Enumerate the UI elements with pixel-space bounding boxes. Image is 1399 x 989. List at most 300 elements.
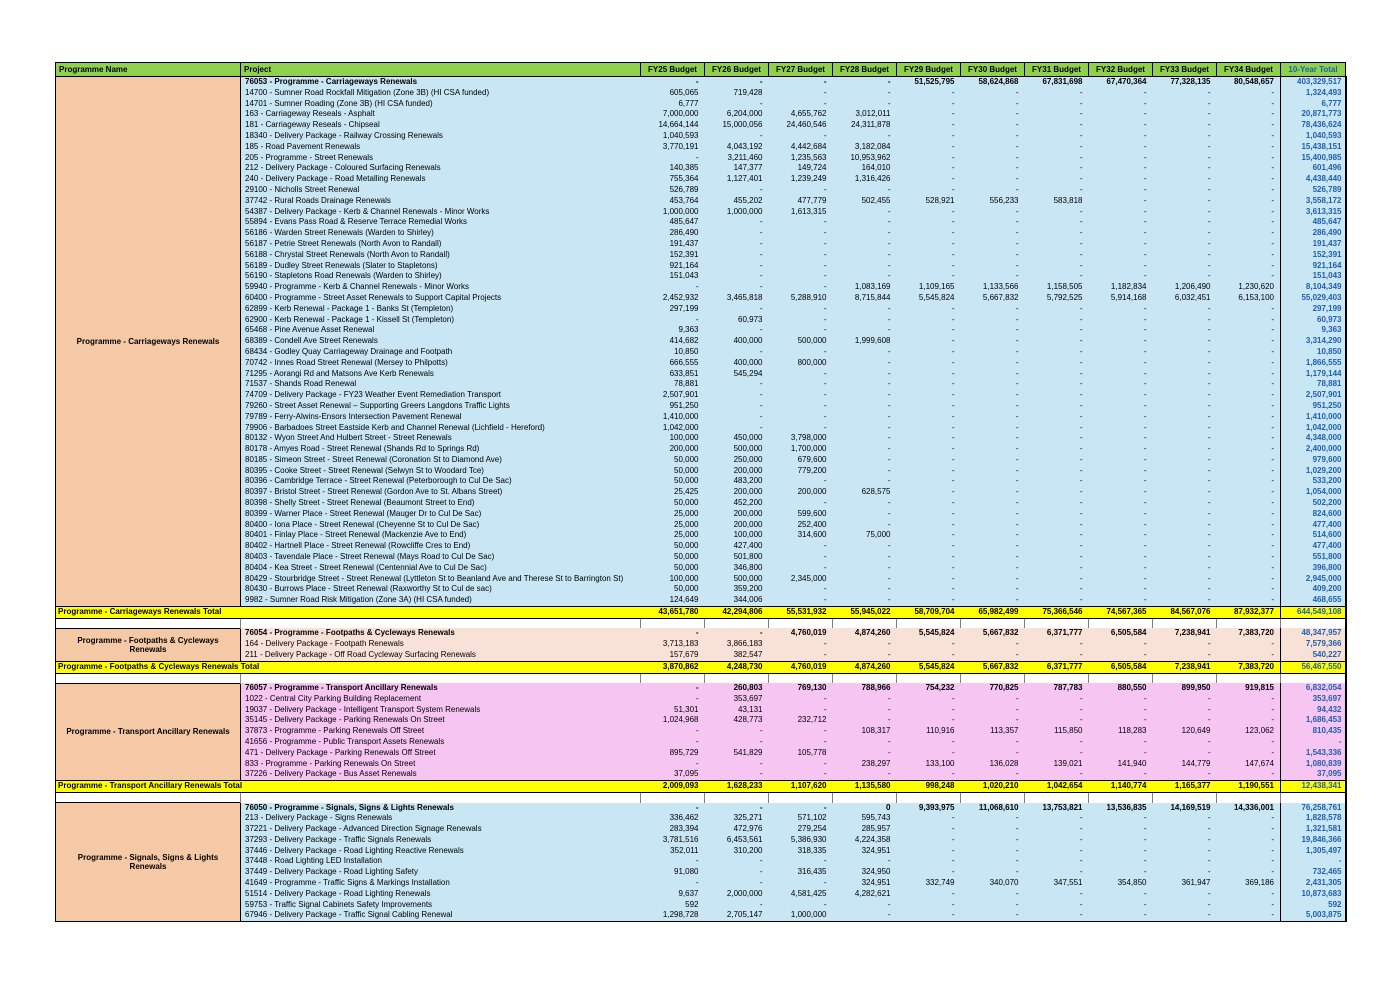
budget-cell[interactable]: - [961, 228, 1025, 239]
budget-cell[interactable]: - [1217, 444, 1281, 455]
budget-cell[interactable]: - [1089, 153, 1153, 164]
budget-cell[interactable]: - [705, 900, 769, 911]
budget-cell[interactable]: 755,364 [641, 174, 705, 185]
budget-cell[interactable]: - [1153, 347, 1217, 358]
project-cell[interactable]: 80430 - Burrows Place - Street Renewal (Raxworthy St to Cul de sac) [241, 584, 641, 595]
ten-year-total-cell[interactable]: 1,305,497 [1281, 846, 1346, 857]
budget-cell[interactable]: 1,000,000 [705, 207, 769, 218]
budget-cell[interactable]: 1,999,608 [833, 336, 897, 347]
budget-cell[interactable]: - [961, 476, 1025, 487]
budget-cell[interactable]: 769,130 [769, 683, 833, 694]
budget-cell[interactable]: - [961, 541, 1025, 552]
budget-cell[interactable]: - [961, 142, 1025, 153]
budget-cell[interactable]: - [1025, 174, 1089, 185]
budget-cell[interactable]: - [769, 878, 833, 889]
budget-cell[interactable]: 118,283 [1089, 726, 1153, 737]
budget-cell[interactable]: - [1153, 336, 1217, 347]
budget-cell[interactable]: - [897, 185, 961, 196]
budget-cell[interactable]: - [1217, 530, 1281, 541]
ten-year-total-cell[interactable]: 396,800 [1281, 563, 1346, 574]
project-cell[interactable]: 68434 - Godley Quay Carriageway Drainage and Footpath [241, 347, 641, 358]
budget-cell[interactable]: - [1025, 769, 1089, 780]
budget-cell[interactable]: - [961, 900, 1025, 911]
budget-cell[interactable]: 477,779 [769, 196, 833, 207]
budget-cell[interactable]: - [769, 77, 833, 88]
project-cell[interactable]: 51514 - Delivery Package - Road Lighting Renewals [241, 889, 641, 900]
budget-cell[interactable]: - [705, 423, 769, 434]
budget-cell[interactable]: - [1153, 99, 1217, 110]
budget-cell[interactable]: - [961, 835, 1025, 846]
budget-cell[interactable]: - [1153, 748, 1217, 759]
ten-year-total-cell[interactable]: 592 [1281, 900, 1346, 911]
budget-cell[interactable]: - [1089, 412, 1153, 423]
budget-cell[interactable]: - [1025, 835, 1089, 846]
budget-cell[interactable]: - [961, 574, 1025, 585]
budget-cell[interactable]: - [961, 390, 1025, 401]
budget-cell[interactable]: 84,567,076 [1153, 607, 1217, 619]
project-cell[interactable]: 76057 - Programme - Transport Ancillary Renewals [241, 683, 641, 694]
budget-cell[interactable]: 25,000 [641, 530, 705, 541]
budget-cell[interactable]: 14,664,144 [641, 120, 705, 131]
project-cell[interactable]: 80398 - Shelly Street - Street Renewal (Beaumont Street to End) [241, 498, 641, 509]
budget-cell[interactable]: - [1089, 88, 1153, 99]
budget-cell[interactable]: - [1153, 476, 1217, 487]
budget-cell[interactable]: 3,798,000 [769, 433, 833, 444]
budget-cell[interactable]: - [1025, 99, 1089, 110]
budget-cell[interactable]: - [897, 423, 961, 434]
empty-cell[interactable] [1025, 793, 1089, 803]
project-cell[interactable]: 76054 - Programme - Footpaths & Cycleways Renewals [241, 628, 641, 639]
budget-cell[interactable]: - [897, 163, 961, 174]
budget-cell[interactable]: 60,973 [705, 315, 769, 326]
budget-cell[interactable]: 679,600 [769, 455, 833, 466]
budget-cell[interactable]: 880,550 [1089, 683, 1153, 694]
budget-cell[interactable]: - [897, 595, 961, 606]
budget-cell[interactable]: - [961, 109, 1025, 120]
budget-cell[interactable]: - [1153, 239, 1217, 250]
budget-cell[interactable]: - [705, 726, 769, 737]
ten-year-total-cell[interactable]: 15,438,151 [1281, 142, 1346, 153]
project-cell[interactable]: 71537 - Shands Road Renewal [241, 379, 641, 390]
budget-cell[interactable]: - [1025, 239, 1089, 250]
budget-cell[interactable]: - [961, 846, 1025, 857]
budget-cell[interactable]: - [961, 261, 1025, 272]
budget-cell[interactable]: 4,874,260 [833, 661, 897, 673]
budget-cell[interactable]: - [897, 856, 961, 867]
budget-cell[interactable]: - [1025, 748, 1089, 759]
budget-cell[interactable]: - [641, 803, 705, 814]
budget-cell[interactable]: - [1153, 315, 1217, 326]
budget-cell[interactable]: - [1025, 120, 1089, 131]
budget-cell[interactable]: - [1089, 650, 1153, 661]
budget-cell[interactable]: - [833, 369, 897, 380]
budget-cell[interactable]: - [1153, 509, 1217, 520]
budget-cell[interactable]: - [769, 726, 833, 737]
budget-cell[interactable]: - [705, 282, 769, 293]
budget-cell[interactable]: - [1153, 737, 1217, 748]
ten-year-total-cell[interactable]: 78,881 [1281, 379, 1346, 390]
empty-cell[interactable] [961, 618, 1025, 628]
budget-cell[interactable]: - [1153, 900, 1217, 911]
budget-cell[interactable]: - [961, 131, 1025, 142]
budget-cell[interactable]: 595,743 [833, 813, 897, 824]
budget-cell[interactable]: 55,945,022 [833, 607, 897, 619]
budget-cell[interactable]: - [1089, 595, 1153, 606]
budget-cell[interactable]: - [897, 552, 961, 563]
programme-name-cell[interactable]: Programme - Carriageways Renewals [56, 77, 241, 607]
budget-cell[interactable]: - [1089, 530, 1153, 541]
budget-cell[interactable]: - [1217, 867, 1281, 878]
budget-cell[interactable]: 453,764 [641, 196, 705, 207]
empty-cell[interactable] [1025, 673, 1089, 683]
budget-cell[interactable]: - [961, 813, 1025, 824]
budget-cell[interactable]: 599,600 [769, 509, 833, 520]
budget-cell[interactable]: - [961, 455, 1025, 466]
empty-cell[interactable] [1153, 673, 1217, 683]
project-cell[interactable]: 29100 - Nicholls Street Renewal [241, 185, 641, 196]
project-cell[interactable]: 76053 - Programme - Carriageways Renewals [241, 77, 641, 88]
budget-cell[interactable]: - [1153, 369, 1217, 380]
budget-cell[interactable]: 200,000 [705, 466, 769, 477]
budget-cell[interactable]: - [1217, 563, 1281, 574]
budget-cell[interactable]: - [769, 217, 833, 228]
budget-cell[interactable]: - [641, 77, 705, 88]
budget-cell[interactable]: - [1217, 639, 1281, 650]
budget-cell[interactable]: - [897, 271, 961, 282]
budget-cell[interactable]: - [961, 694, 1025, 705]
budget-cell[interactable]: - [897, 476, 961, 487]
project-cell[interactable]: 213 - Delivery Package - Signs Renewals [241, 813, 641, 824]
budget-cell[interactable]: 899,950 [1153, 683, 1217, 694]
ten-year-total-cell[interactable]: 1,324,493 [1281, 88, 1346, 99]
budget-cell[interactable]: - [897, 541, 961, 552]
budget-cell[interactable]: - [833, 444, 897, 455]
column-header[interactable]: FY26 Budget [705, 63, 769, 77]
budget-cell[interactable]: - [961, 271, 1025, 282]
budget-cell[interactable]: - [705, 325, 769, 336]
budget-cell[interactable]: - [769, 379, 833, 390]
budget-cell[interactable]: - [1025, 250, 1089, 261]
empty-cell[interactable] [1217, 793, 1281, 803]
budget-cell[interactable]: 310,200 [705, 846, 769, 857]
ten-year-total-cell[interactable]: 353,697 [1281, 694, 1346, 705]
budget-cell[interactable]: 75,000 [833, 530, 897, 541]
budget-cell[interactable]: 500,000 [769, 336, 833, 347]
budget-cell[interactable]: 5,386,930 [769, 835, 833, 846]
budget-cell[interactable]: 336,462 [641, 813, 705, 824]
budget-cell[interactable]: - [1089, 401, 1153, 412]
budget-cell[interactable]: - [1089, 813, 1153, 824]
project-cell[interactable]: 833 - Programme - Parking Renewals On Street [241, 759, 641, 770]
budget-cell[interactable]: - [1089, 250, 1153, 261]
budget-cell[interactable]: 528,921 [897, 196, 961, 207]
budget-cell[interactable]: - [897, 379, 961, 390]
budget-cell[interactable]: - [1025, 261, 1089, 272]
ten-year-total-cell[interactable]: - [1281, 737, 1346, 748]
ten-year-total-cell[interactable]: 48,347,957 [1281, 628, 1346, 639]
empty-cell[interactable] [1281, 673, 1346, 683]
budget-cell[interactable]: 6,453,561 [705, 835, 769, 846]
budget-cell[interactable]: - [1153, 530, 1217, 541]
ten-year-total-cell[interactable]: 297,199 [1281, 304, 1346, 315]
budget-cell[interactable]: - [769, 401, 833, 412]
budget-cell[interactable]: - [641, 726, 705, 737]
budget-cell[interactable]: - [961, 530, 1025, 541]
ten-year-total-cell[interactable]: 485,647 [1281, 217, 1346, 228]
budget-cell[interactable]: 78,881 [641, 379, 705, 390]
budget-cell[interactable]: - [961, 867, 1025, 878]
budget-cell[interactable]: - [1025, 433, 1089, 444]
budget-cell[interactable]: - [1153, 153, 1217, 164]
budget-cell[interactable]: - [1217, 228, 1281, 239]
budget-cell[interactable]: - [897, 120, 961, 131]
budget-cell[interactable]: 1,410,000 [641, 412, 705, 423]
empty-cell[interactable] [241, 793, 641, 803]
budget-cell[interactable]: - [1217, 250, 1281, 261]
budget-cell[interactable]: 123,062 [1217, 726, 1281, 737]
budget-cell[interactable]: - [1153, 650, 1217, 661]
budget-cell[interactable]: 483,200 [705, 476, 769, 487]
budget-cell[interactable]: - [1025, 88, 1089, 99]
budget-cell[interactable]: - [1025, 207, 1089, 218]
budget-cell[interactable]: - [961, 88, 1025, 99]
ten-year-total-cell[interactable]: 601,496 [1281, 163, 1346, 174]
budget-cell[interactable]: - [897, 889, 961, 900]
budget-cell[interactable]: - [1217, 650, 1281, 661]
budget-cell[interactable]: - [1025, 639, 1089, 650]
budget-cell[interactable]: 1,135,580 [833, 781, 897, 793]
budget-cell[interactable]: 583,818 [1025, 196, 1089, 207]
budget-cell[interactable]: 400,000 [705, 336, 769, 347]
budget-cell[interactable]: - [1217, 552, 1281, 563]
budget-cell[interactable]: - [897, 705, 961, 716]
project-cell[interactable]: 74709 - Delivery Package - FY23 Weather Event Remediation Transport [241, 390, 641, 401]
budget-cell[interactable]: - [1153, 444, 1217, 455]
budget-cell[interactable]: - [705, 304, 769, 315]
budget-cell[interactable]: - [1217, 304, 1281, 315]
budget-cell[interactable]: 770,825 [961, 683, 1025, 694]
budget-cell[interactable]: - [897, 487, 961, 498]
budget-cell[interactable]: - [1089, 174, 1153, 185]
budget-cell[interactable]: 74,567,365 [1089, 607, 1153, 619]
budget-cell[interactable]: 24,460,546 [769, 120, 833, 131]
budget-cell[interactable]: - [1025, 846, 1089, 857]
project-cell[interactable]: 164 - Delivery Package - Footpath Renewals [241, 639, 641, 650]
budget-cell[interactable]: 6,777 [641, 99, 705, 110]
budget-cell[interactable]: - [641, 153, 705, 164]
empty-cell[interactable] [1153, 618, 1217, 628]
empty-cell[interactable] [1089, 618, 1153, 628]
budget-cell[interactable]: - [1217, 433, 1281, 444]
budget-cell[interactable]: - [705, 803, 769, 814]
budget-cell[interactable]: - [1217, 769, 1281, 780]
budget-cell[interactable]: - [897, 584, 961, 595]
project-cell[interactable]: 62900 - Kerb Renewal - Package 1 - Kissell St (Templeton) [241, 315, 641, 326]
budget-cell[interactable]: 10,850 [641, 347, 705, 358]
budget-cell[interactable]: - [897, 250, 961, 261]
budget-cell[interactable]: 3,713,183 [641, 639, 705, 650]
budget-cell[interactable]: - [1089, 347, 1153, 358]
budget-cell[interactable]: - [1025, 509, 1089, 520]
project-cell[interactable]: 80397 - Bristol Street - Street Renewal (Gordon Ave to St. Albans Street) [241, 487, 641, 498]
budget-cell[interactable]: - [1089, 900, 1153, 911]
budget-cell[interactable]: - [897, 153, 961, 164]
budget-cell[interactable]: - [1153, 715, 1217, 726]
budget-cell[interactable]: 283,394 [641, 824, 705, 835]
budget-cell[interactable]: - [961, 433, 1025, 444]
budget-cell[interactable]: 427,400 [705, 541, 769, 552]
budget-cell[interactable]: - [1153, 498, 1217, 509]
budget-cell[interactable]: - [1153, 520, 1217, 531]
project-cell[interactable]: 56188 - Chrystal Street Renewals (North Avon to Randall) [241, 250, 641, 261]
programme-name-cell[interactable]: Programme - Signals, Signs & Lights Renewals [56, 803, 241, 922]
budget-cell[interactable]: - [897, 88, 961, 99]
budget-cell[interactable]: - [641, 759, 705, 770]
budget-cell[interactable]: 1,165,377 [1153, 781, 1217, 793]
ten-year-total-cell[interactable]: 824,600 [1281, 509, 1346, 520]
budget-cell[interactable]: 400,000 [705, 358, 769, 369]
budget-cell[interactable]: - [1089, 769, 1153, 780]
project-cell[interactable]: 212 - Delivery Package - Coloured Surfacing Renewals [241, 163, 641, 174]
budget-cell[interactable]: 1,182,834 [1089, 282, 1153, 293]
budget-cell[interactable]: 788,966 [833, 683, 897, 694]
project-cell[interactable]: 37293 - Delivery Package - Traffic Signals Renewals [241, 835, 641, 846]
empty-cell[interactable] [1025, 618, 1089, 628]
budget-cell[interactable]: - [961, 769, 1025, 780]
project-cell[interactable]: 80399 - Warner Place - Street Renewal (Mauger Dr to Cul De Sac) [241, 509, 641, 520]
ten-year-total-cell[interactable]: 2,400,000 [1281, 444, 1346, 455]
budget-cell[interactable]: - [769, 541, 833, 552]
budget-cell[interactable]: 87,932,377 [1217, 607, 1281, 619]
budget-cell[interactable]: 285,957 [833, 824, 897, 835]
budget-cell[interactable]: 9,637 [641, 889, 705, 900]
budget-cell[interactable]: 151,043 [641, 271, 705, 282]
budget-cell[interactable]: 369,186 [1217, 878, 1281, 889]
ten-year-total-cell[interactable]: 2,431,305 [1281, 878, 1346, 889]
budget-cell[interactable]: - [1153, 694, 1217, 705]
budget-cell[interactable]: - [1025, 910, 1089, 921]
budget-cell[interactable]: 37,095 [641, 769, 705, 780]
budget-cell[interactable]: - [961, 705, 1025, 716]
budget-cell[interactable]: - [1153, 466, 1217, 477]
project-cell[interactable]: 37446 - Delivery Package - Road Lighting Reactive Renewals [241, 846, 641, 857]
budget-cell[interactable]: - [897, 207, 961, 218]
column-header[interactable]: Project [241, 63, 641, 77]
budget-cell[interactable]: - [833, 390, 897, 401]
budget-cell[interactable]: - [1217, 379, 1281, 390]
project-cell[interactable]: 19037 - Delivery Package - Intelligent Transport System Renewals [241, 705, 641, 716]
budget-cell[interactable]: 100,000 [641, 433, 705, 444]
budget-cell[interactable]: 4,248,730 [705, 661, 769, 673]
budget-cell[interactable]: 50,000 [641, 584, 705, 595]
budget-cell[interactable]: - [769, 423, 833, 434]
empty-cell[interactable] [1217, 673, 1281, 683]
budget-cell[interactable]: - [1217, 120, 1281, 131]
budget-cell[interactable]: - [1025, 455, 1089, 466]
budget-cell[interactable]: 75,366,546 [1025, 607, 1089, 619]
budget-cell[interactable]: - [1153, 174, 1217, 185]
budget-cell[interactable]: - [769, 476, 833, 487]
budget-cell[interactable]: - [705, 856, 769, 867]
budget-cell[interactable]: - [897, 109, 961, 120]
budget-cell[interactable]: - [1089, 867, 1153, 878]
budget-cell[interactable]: - [1153, 163, 1217, 174]
budget-cell[interactable]: 592 [641, 900, 705, 911]
budget-cell[interactable]: - [897, 412, 961, 423]
budget-cell[interactable]: - [769, 412, 833, 423]
empty-cell[interactable] [1217, 618, 1281, 628]
budget-cell[interactable]: - [705, 239, 769, 250]
budget-cell[interactable]: - [769, 271, 833, 282]
budget-cell[interactable]: - [897, 315, 961, 326]
budget-cell[interactable]: - [1153, 185, 1217, 196]
budget-cell[interactable]: 1,190,551 [1217, 781, 1281, 793]
budget-cell[interactable]: - [1217, 163, 1281, 174]
column-header[interactable]: FY34 Budget [1217, 63, 1281, 77]
budget-cell[interactable]: - [1153, 433, 1217, 444]
budget-cell[interactable]: - [961, 715, 1025, 726]
budget-cell[interactable]: 6,032,451 [1153, 293, 1217, 304]
ten-year-total-cell[interactable]: 152,391 [1281, 250, 1346, 261]
ten-year-total-cell[interactable]: 15,400,985 [1281, 153, 1346, 164]
budget-cell[interactable]: - [1089, 142, 1153, 153]
project-cell[interactable]: 67946 - Delivery Package - Traffic Signal Cabling Renewal [241, 910, 641, 921]
total-row-label[interactable]: Programme - Carriageways Renewals Total [56, 607, 641, 619]
ten-year-total-cell[interactable]: 191,437 [1281, 239, 1346, 250]
budget-cell[interactable]: 895,729 [641, 748, 705, 759]
project-cell[interactable]: 55894 - Evans Pass Road & Reserve Terrace Remedial Works [241, 217, 641, 228]
budget-cell[interactable]: - [1153, 455, 1217, 466]
budget-cell[interactable]: 157,679 [641, 650, 705, 661]
budget-cell[interactable]: - [897, 174, 961, 185]
project-cell[interactable]: 185 - Road Pavement Renewals [241, 142, 641, 153]
budget-cell[interactable]: - [1217, 153, 1281, 164]
budget-cell[interactable]: - [1217, 336, 1281, 347]
budget-cell[interactable]: - [833, 358, 897, 369]
budget-cell[interactable]: 2,452,932 [641, 293, 705, 304]
ten-year-total-cell[interactable]: 151,043 [1281, 271, 1346, 282]
budget-cell[interactable]: - [1153, 563, 1217, 574]
budget-cell[interactable]: 42,294,806 [705, 607, 769, 619]
budget-cell[interactable]: - [833, 88, 897, 99]
budget-cell[interactable]: 9,393,975 [897, 803, 961, 814]
budget-cell[interactable]: - [1089, 705, 1153, 716]
budget-cell[interactable]: 67,470,364 [1089, 77, 1153, 88]
budget-cell[interactable]: - [1217, 99, 1281, 110]
budget-cell[interactable]: - [833, 228, 897, 239]
budget-cell[interactable]: 164,010 [833, 163, 897, 174]
budget-cell[interactable]: 6,371,777 [1025, 628, 1089, 639]
budget-cell[interactable]: 605,065 [641, 88, 705, 99]
budget-cell[interactable]: - [1217, 261, 1281, 272]
budget-cell[interactable]: - [1089, 856, 1153, 867]
budget-cell[interactable]: - [897, 520, 961, 531]
ten-year-total-cell[interactable]: 468,655 [1281, 595, 1346, 606]
budget-cell[interactable]: - [1217, 835, 1281, 846]
budget-cell[interactable]: - [1217, 401, 1281, 412]
project-cell[interactable]: 1022 - Central City Parking Building Replacement [241, 694, 641, 705]
budget-cell[interactable]: - [705, 261, 769, 272]
ten-year-total-cell[interactable]: 37,095 [1281, 769, 1346, 780]
budget-cell[interactable]: - [1025, 304, 1089, 315]
budget-cell[interactable]: - [1153, 217, 1217, 228]
budget-cell[interactable]: - [769, 88, 833, 99]
budget-cell[interactable]: - [1217, 390, 1281, 401]
ten-year-total-cell[interactable]: 6,777 [1281, 99, 1346, 110]
budget-cell[interactable]: - [833, 185, 897, 196]
budget-cell[interactable]: - [897, 715, 961, 726]
ten-year-total-cell[interactable]: 477,400 [1281, 520, 1346, 531]
